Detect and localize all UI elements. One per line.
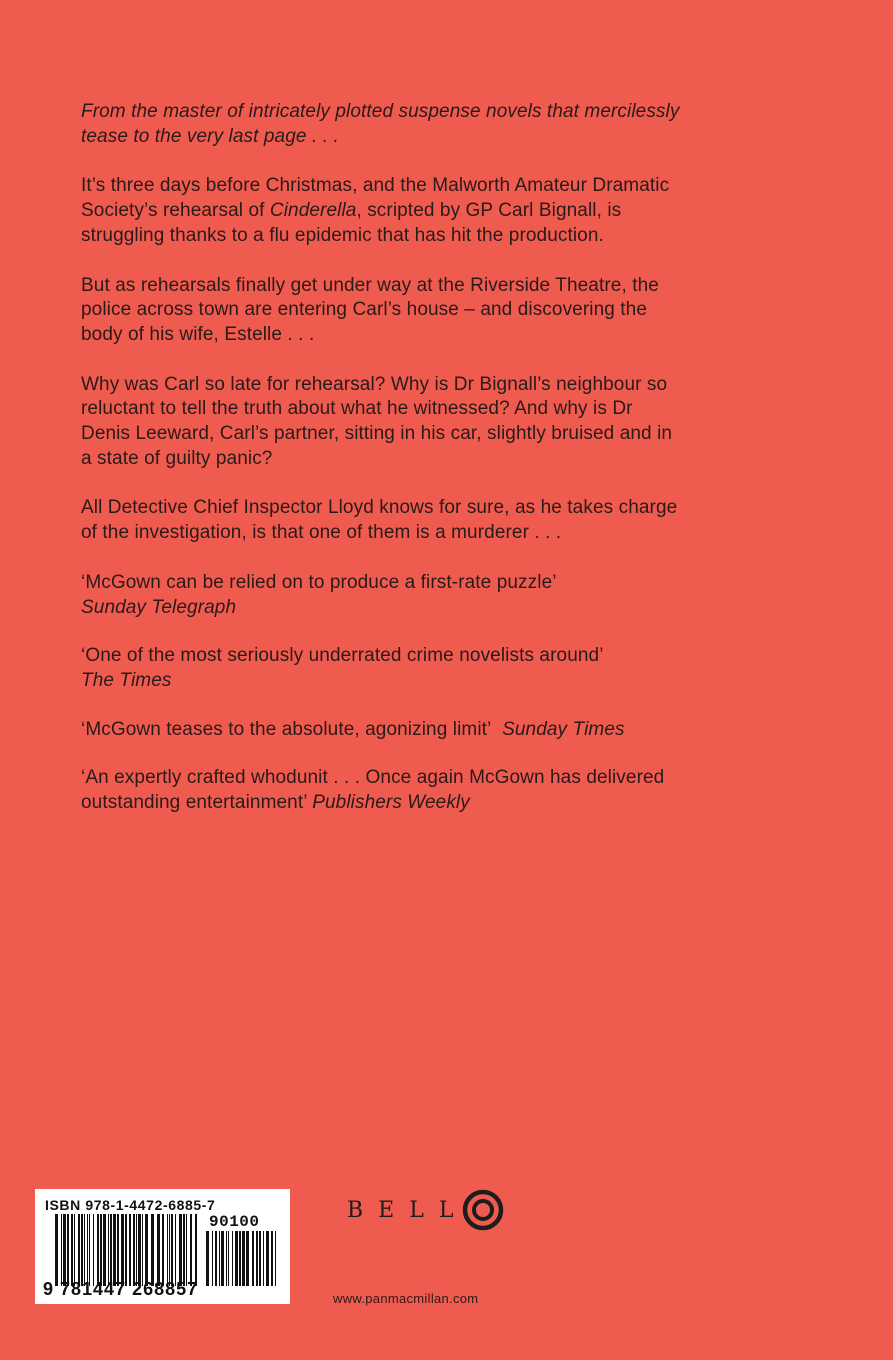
quote-source: Sunday Telegraph (81, 596, 237, 618)
isbn-barcode (35, 1189, 290, 1304)
quote-text: ‘McGown can be relied on to produce a first-rate puzzle’ (81, 571, 557, 593)
barcode-digits: 9 781447 268857 (43, 1279, 199, 1299)
publisher-website: www.panmacmillan.com (333, 1291, 479, 1306)
blurb-paragraph-3: Why was Carl so late for rehearsal? Why is Dr Bignall’s neighbour so reluctant to tell the truth about what he witnessed? And why is Dr Denis Leeward, Carl’s partner, sitting in his car, slightly bruised and in a state of guilty panic? (81, 373, 673, 469)
quote-source: Publishers Weekly (312, 792, 470, 814)
review-quote-3 (81, 718, 681, 743)
quote-source: The Times (81, 669, 172, 691)
quote-text: ‘An expertly crafted whodunit . . . Once again McGown has delivered outstanding entertainment’ (81, 767, 665, 814)
isbn-label: ISBN 978-1-4472-6885-7 (45, 1197, 216, 1213)
blurb-paragraph-2: But as rehearsals finally get under way at the Riverside Theatre, the police across town are entering Carl’s house – and discovering the body of his wife, Estelle . . . (81, 274, 659, 345)
blurb-paragraph-1: It’s three days before Christmas, and the Malworth Amateur Dramatic Society’s rehearsal of Cinderella, scripted by GP Carl Bignall, is struggling thanks to a flu epidemic that has hit the production. (81, 175, 670, 246)
play-title: Cinderella (269, 200, 357, 222)
bello-o-circle-icon (462, 1189, 504, 1231)
price-barcode-bars (206, 1231, 278, 1286)
quote-text: ‘One of the most seriously underrated crime novelists around’ (81, 645, 604, 667)
logo-text: BELL (347, 1197, 469, 1223)
quote-source: Sunday Times (502, 718, 625, 740)
tagline: From the master of intricately plotted suspense novels that mercilessly tease to the very last page . . . (81, 101, 680, 147)
barcode-bars (55, 1214, 200, 1286)
review-quote-1 (81, 571, 681, 620)
quote-text: ‘McGown teases to the absolute, agonizing limit’ (81, 718, 492, 740)
publisher-logo (347, 1189, 504, 1231)
price-code: 90100 (209, 1213, 260, 1231)
back-cover-blurb (81, 100, 681, 840)
review-quote-2 (81, 644, 681, 693)
review-quote-4 (81, 766, 681, 815)
blurb-paragraph-4: All Detective Chief Inspector Lloyd knows for sure, as he takes charge of the investigation, is that one of them is a murderer . . . (81, 497, 678, 544)
